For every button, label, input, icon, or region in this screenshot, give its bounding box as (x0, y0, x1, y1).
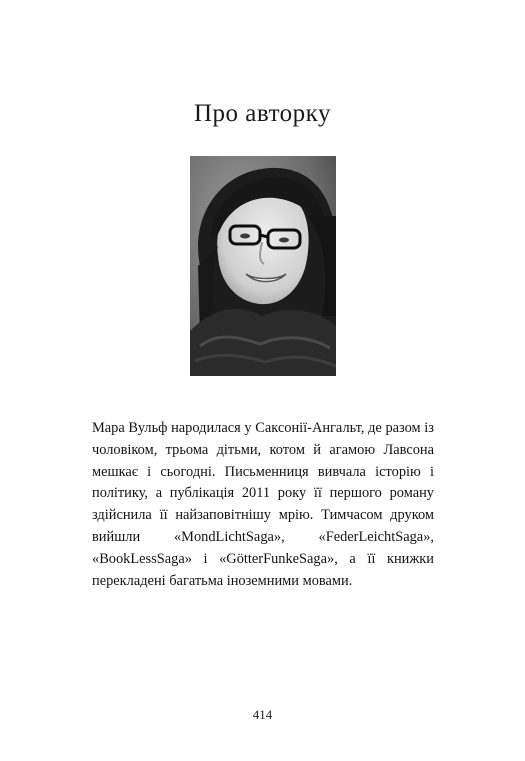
author-portrait-icon (190, 156, 336, 376)
page-number: 414 (252, 707, 273, 722)
author-photo (190, 156, 336, 376)
bio-paragraph: Мара Вульф народилася у Саксонії-Ангальт, де разом із чоловіком, трьома дітьми, котом й агамою Лавсона мешкає і сьогодні. Письменниця вивчала історію і політику, а публікація 2011 року її першого роману здійснила її найзаповітнішу мрію. Тимчасом друком вийшли «MondLichtSaga», «FederLeichtSaga», «BookLessSaga» і «GötterFunkeSaga», а її книжки перекладені багатьма іноземними мовами. (92, 420, 434, 589)
author-bio (92, 418, 434, 592)
page-title: Про авторку (194, 100, 331, 127)
